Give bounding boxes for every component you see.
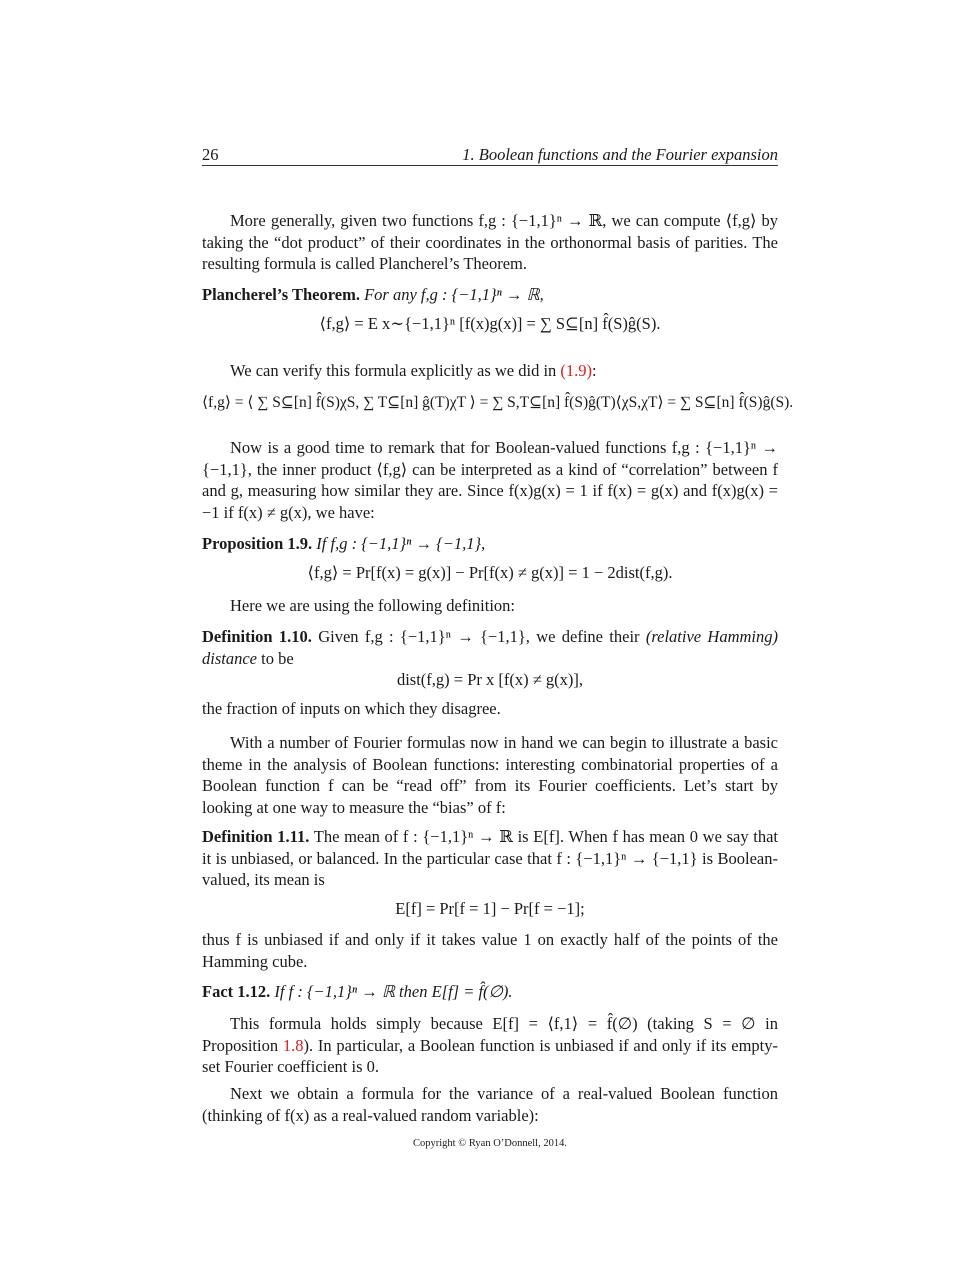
mean-formula: E[f] = Pr[f = 1] − Pr[f = −1]; bbox=[395, 899, 585, 918]
theorem-label: Plancherel’s Theorem. bbox=[202, 285, 360, 304]
paragraph-verify-tail: : bbox=[592, 361, 597, 380]
running-header bbox=[202, 145, 778, 166]
proposition-label: Proposition 1.9. bbox=[202, 534, 313, 553]
page-number: 26 bbox=[202, 145, 219, 164]
distance-formula: dist(f,g) = Pr x [f(x) ≠ g(x)], bbox=[396, 670, 584, 689]
fact-statement: If f : {−1,1}ⁿ → ℝ then E[f] = f̂(∅). bbox=[274, 982, 513, 1001]
running-title: 1. Boolean functions and the Fourier expansion bbox=[462, 145, 778, 164]
definition-label-2: Definition 1.11. bbox=[202, 827, 310, 846]
fact-1-12 bbox=[202, 981, 778, 1003]
paragraph-verify-text: We can verify this formula explicitly as we did in bbox=[230, 361, 557, 380]
paragraph-variance bbox=[202, 1083, 778, 1126]
definition-text: The mean of f : {−1,1}ⁿ → ℝ is E[f]. When f has mean 0 we say that it is unbiased, or balanced. In the particular case that f : {−1,1}ⁿ → {−1,1} is Boolean-valued, its mean is bbox=[202, 827, 778, 889]
definition-1-10 bbox=[202, 626, 778, 669]
fact-label: Fact 1.12. bbox=[202, 982, 271, 1001]
proposition-formula: ⟨f,g⟩ = Pr[f(x) = g(x)] − Pr[f(x) ≠ g(x)] = 1 − 2dist(f,g). bbox=[307, 563, 673, 582]
paragraph-correlation bbox=[202, 437, 778, 523]
paragraph-definition-intro bbox=[202, 595, 778, 617]
definition-label: Definition 1.10. bbox=[202, 627, 312, 646]
theorem-statement: For any f,g : {−1,1}ⁿ → ℝ, bbox=[364, 285, 544, 304]
proposition-ref-link[interactable]: 1.8 bbox=[282, 1035, 304, 1055]
definition-1-11 bbox=[202, 826, 778, 891]
plancherel-formula: ⟨f,g⟩ = E x∼{−1,1}ⁿ [f(x)g(x)] = ∑ S⊆[n] f̂(S)ĝ(S). bbox=[319, 314, 661, 333]
paragraph-intro bbox=[202, 210, 778, 275]
definition-after-text: the fraction of inputs on which they disagree. bbox=[202, 699, 501, 718]
verification-formula: ⟨f,g⟩ = ⟨ ∑ S⊆[n] f̂(S)χS, ∑ T⊆[n] ĝ(T)χT ⟩ = ∑ S,T⊆[n] f̂(S)ĝ(T)⟨χS,χT⟩ = ∑ S⊆[n] f̂(S)ĝ(S). bbox=[202, 394, 794, 411]
proposition-1-9 bbox=[202, 533, 778, 555]
paragraph-correlation-text: Now is a good time to remark that for Boolean-valued functions f,g : {−1,1}ⁿ → {−1,1}, the inner product ⟨f,g⟩ can be interpreted as a kind of “correlation” between f and g, measuring how similar they are. Since f(x)g(x) = 1 if f(x) = g(x) and f(x)g(x) = −1 if f(x) ≠ g(x), we have: bbox=[202, 438, 778, 522]
copyright-notice: Copyright © Ryan O’Donnell, 2014. bbox=[413, 1138, 567, 1149]
definition-text-b: to be bbox=[261, 648, 294, 668]
paragraph-mean-proof-text-b: ). In particular, a Boolean function is unbiased if and only if its empty-set Fourier coefficient is 0. bbox=[202, 1035, 779, 1076]
paragraph-fourier-theme-text: With a number of Fourier formulas now in hand we can begin to illustrate a basic theme in the analysis of Boolean functions: interesting combinatorial properties of a Boolean function f can be “read off” from its Fourier coefficients. Let’s start by looking at one way to measure the “bias” of f: bbox=[202, 733, 778, 817]
definition-text-a: Given f,g : {−1,1}ⁿ → {−1,1}, we define their bbox=[318, 627, 640, 646]
paragraph-definition-intro-text: Here we are using the following definition: bbox=[230, 596, 516, 615]
definition-after-2 bbox=[202, 929, 778, 972]
proposition-statement: If f,g : {−1,1}ⁿ → {−1,1}, bbox=[316, 534, 486, 553]
plancherel-theorem bbox=[202, 284, 778, 306]
paragraph-fourier-theme bbox=[202, 732, 778, 818]
paragraph-variance-text: Next we obtain a formula for the variance of a real-valued Boolean function (thinking of f(x) as a real-valued random variable): bbox=[202, 1084, 778, 1125]
paragraph-intro-text: More generally, given two functions f,g : {−1,1}ⁿ → ℝ, we can compute ⟨f,g⟩ by taking the “dot product” of their coordinates in the orthonormal basis of parities. The resulting formula is called Plancherel’s Theorem. bbox=[202, 211, 778, 273]
definition-after-text-2: thus f is unbiased if and only if it takes value 1 on exactly half of the points of the Hamming cube. bbox=[202, 930, 778, 971]
definition-term: (relative Hamming) distance bbox=[202, 627, 779, 668]
paragraph-mean-proof bbox=[202, 1013, 778, 1078]
paragraph-verify bbox=[202, 360, 778, 382]
paragraph-mean-proof-text-a: This formula holds simply because E[f] = ⟨f,1⟩ = f̂(∅) (taking S = ∅ in Proposition bbox=[202, 1014, 778, 1055]
definition-after bbox=[202, 698, 778, 720]
equation-ref-link[interactable]: (1.9) bbox=[560, 361, 593, 380]
